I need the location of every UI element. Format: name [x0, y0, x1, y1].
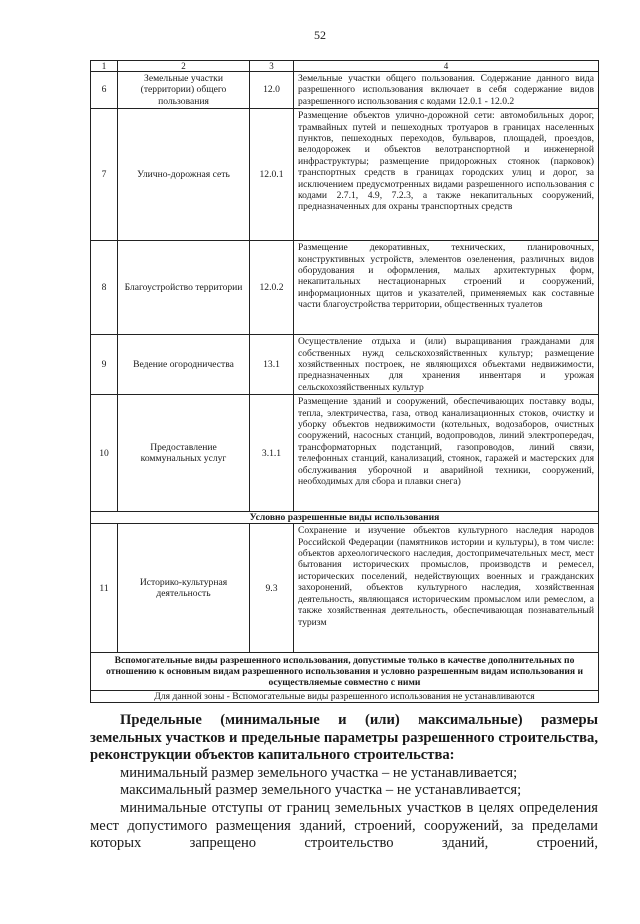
- row-number: 11: [91, 524, 118, 653]
- header-cell: 4: [294, 61, 599, 72]
- use-code: 12.0.1: [250, 109, 294, 241]
- conditional-uses-title: Условно разрешенные виды использования: [91, 512, 599, 524]
- page-number: 52: [314, 28, 326, 42]
- row-number: 9: [91, 335, 118, 395]
- header-cell: 2: [118, 61, 250, 72]
- use-name: Земельные участки (территории) общего пользования: [118, 72, 250, 109]
- table-row: [91, 241, 599, 335]
- section-title-row: [91, 653, 599, 691]
- table-row: [91, 395, 599, 512]
- table-header-row: [91, 61, 599, 72]
- use-description: Размещение объектов улично-дорожной сети: автомобильных дорог, трамвайных путей и пешеходных тротуаров в границах населенных пунктов, пешеходных переходов, бульваров, площадей, проездов, велодорожек и объектов велотранспортной и инженерной инфраструктуры; размещение придорожных стоянок (парковок) транспортных средств в границах городских улиц и дорог, за исключением предусмотренных видами разрешенного использования с кодами 2.7.1, 4.9, 7.2.3, а также некапитальных сооружений, предназначенных для охраны транспортных средств: [294, 109, 599, 241]
- use-code: 13.1: [250, 335, 294, 395]
- paragraph: минимальные отступы от границ земельных участков в целях определения мест допустимого размещения зданий, строений, сооружений, за пределами которых запрещено строительство зданий, строений,: [90, 799, 598, 852]
- row-number: 7: [91, 109, 118, 241]
- table-row: [91, 109, 599, 241]
- header-cell: 3: [250, 61, 294, 72]
- use-description: Размещение зданий и сооружений, обеспечивающих поставку воды, тепла, электричества, газа, отвод канализационных стоков, очистку и уборку объектов недвижимости (котельных, водозаборов, очистных сооружений, насосных станций, водопроводов, линий электропередач, трансформаторных подстанций, газопроводов, линий связи, телефонных станций, канализаций, стоянок, гаражей и мастерских для обслуживания уборочной и аварийной техники, сооружений, необходимых для сбора и плавки снега): [294, 395, 599, 512]
- use-code: 9.3: [250, 524, 294, 653]
- use-description: Осуществление отдыха и (или) выращивания гражданами для собственных нужд сельскохозяйственных культур; размещение хозяйственных построек, не являющихся объектами недвижимости, предназначенных для хранения инвентаря и урожая сельскохозяйственных культур: [294, 335, 599, 395]
- row-number: 10: [91, 395, 118, 512]
- body-text: [90, 712, 598, 853]
- paragraph: максимальный размер земельного участка – не устанавливается;: [120, 782, 522, 799]
- row-number: 6: [91, 72, 118, 109]
- land-use-table: [90, 60, 599, 703]
- row-number: 8: [91, 241, 118, 335]
- table-row: [91, 524, 599, 653]
- use-description: Сохранение и изучение объектов культурного наследия народов Российской Федерации (памятников истории и культуры), в том числе: объектов археологического наследия, достопримечательных мест, мест бытования исторических промыслов, производств и ремесел, исторических поселений, недействующих военных и гражданских захоронений, объектов культурного наследия, хозяйственная деятельность, являющаяся историческим промыслом или ремеслом, а также хозяйственная деятельность, обеспечивающая познавательный туризм: [294, 524, 599, 653]
- use-name: Ведение огородничества: [118, 335, 250, 395]
- table-row: [91, 72, 599, 109]
- auxiliary-uses-title: Вспомогательные виды разрешенного использования, допустимые только в качестве дополнительных по отношению к основным видам разрешенного использования и условно разрешенным видам использования и осуществляемые совместно с ними: [91, 653, 599, 691]
- use-code: 3.1.1: [250, 395, 294, 512]
- table-row: [91, 335, 599, 395]
- use-name: Благоустройство территории: [118, 241, 250, 335]
- section-heading: Предельные (минимальные и (или) максимальные) размеры земельных участков и предельные параметры разрешенного строительства, реконструкции объектов капитального строительства:: [90, 712, 598, 764]
- use-description: Размещение декоративных, технических, планировочных, конструктивных устройств, элементов озеленения, различных видов оборудования и оформления, малых архитектурных форм, некапитальных нестационарных строений и сооружений, информационных щитов и указателей, применяемых как составные части благоустройства территории, общественных туалетов: [294, 241, 599, 335]
- auxiliary-uses-note: Для данной зоны - Вспомогательные виды разрешенного использования не устанавливаются: [91, 691, 599, 703]
- use-name: Предоставление коммунальных услуг: [118, 395, 250, 512]
- paragraph: минимальный размер земельного участка – не устанавливается;: [120, 764, 518, 781]
- section-title-row: [91, 512, 599, 524]
- use-name: Историко-культурная деятельность: [118, 524, 250, 653]
- note-row: [91, 691, 599, 703]
- use-code: 12.0: [250, 72, 294, 109]
- header-cell: 1: [91, 61, 118, 72]
- use-name: Улично-дорожная сеть: [118, 109, 250, 241]
- use-code: 12.0.2: [250, 241, 294, 335]
- use-description: Земельные участки общего пользования. Содержание данного вида разрешенного использования включает в себя содержание видов разрешенного использования с кодами 12.0.1 - 12.0.2: [294, 72, 599, 109]
